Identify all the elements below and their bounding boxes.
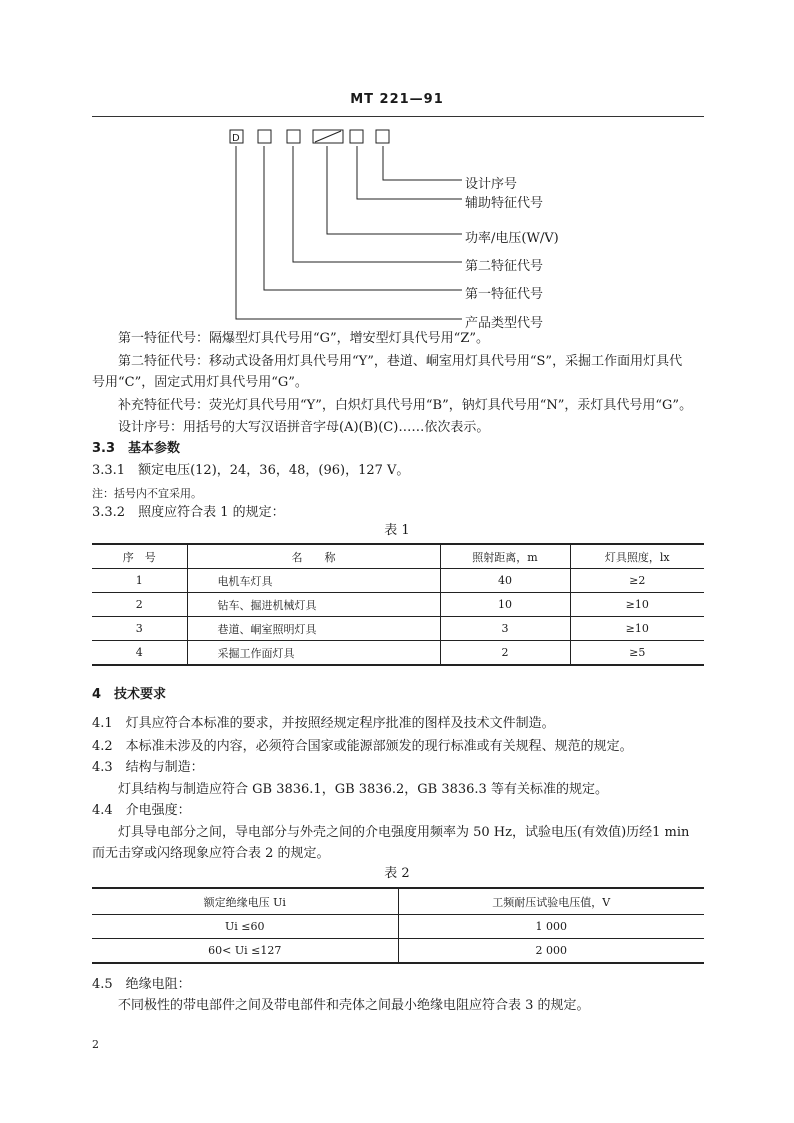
section-4-4-text-line2: 而无击穿或闪络现象应符合表 2 的规定。 bbox=[92, 846, 330, 861]
label-design-no: 设计序号 bbox=[465, 177, 518, 192]
section-4-1: 4.1 灯具应符合本标准的要求，并按照经规定程序批准的图样及技术文件制造。 bbox=[92, 716, 555, 731]
table-row bbox=[92, 939, 704, 964]
table1-caption: 表 1 bbox=[384, 523, 410, 538]
table1-cell-name: 采掘工作面灯具 bbox=[187, 641, 440, 666]
diagram-slash bbox=[315, 131, 341, 142]
diagram-box-5 bbox=[350, 130, 363, 143]
table1-header-name: 名 称 bbox=[187, 544, 440, 569]
table1-header-row bbox=[92, 544, 704, 569]
table1-cell-illuminance: ≥10 bbox=[570, 593, 704, 617]
table2-cell-test-voltage: 1 000 bbox=[398, 915, 704, 939]
section-3-3-1: 3.3.1 额定电压(12)，24，36，48，(96)，127 V。 bbox=[92, 463, 410, 478]
section-4-2: 4.2 本标准未涉及的内容，必须符合国家或能源部颁发的现行标准或有关规程、规范的规定。 bbox=[92, 739, 633, 754]
section-4-3: 4.3 结构与制造： bbox=[92, 760, 204, 775]
table2-cell-rated-voltage: 60< Ui ≤127 bbox=[208, 944, 282, 957]
label-aux-code: 辅助特征代号 bbox=[465, 196, 544, 211]
table2 bbox=[92, 887, 704, 964]
paragraph-supplementary-feature: 补充特征代号：荧光灯具代号用“Y”，白炽灯具代号用“B”，钠灯具代号用“N”，汞灯具代号用“G”。 bbox=[118, 398, 693, 413]
section-4-5: 4.5 绝缘电阻： bbox=[92, 977, 191, 992]
table1-cell-illuminance: ≥10 bbox=[570, 617, 704, 641]
section-3-3-2: 3.3.2 照度应符合表 1 的规定： bbox=[92, 505, 285, 520]
label-second-feature: 第二特征代号 bbox=[465, 259, 544, 274]
page-number: 2 bbox=[92, 1038, 99, 1051]
connector-first bbox=[264, 146, 462, 290]
table2-cell-test-voltage: 2 000 bbox=[398, 939, 704, 964]
diagram-box-label-d: D bbox=[232, 133, 240, 144]
table1-header-no: 序 号 bbox=[122, 550, 156, 564]
paragraph-design-no: 设计序号：用括号的大写汉语拼音字母(A)(B)(C)……依次表示。 bbox=[118, 420, 490, 435]
section-4-4-text-line1: 灯具导电部分之间，导电部分与外壳之间的介电强度用频率为 50 Hz，试验电压(有效值)历经1 min bbox=[118, 825, 690, 840]
table-row bbox=[92, 641, 704, 666]
note-brackets: 注：括号内不宜采用。 bbox=[92, 487, 202, 500]
table1-cell-no: 4 bbox=[135, 646, 143, 659]
paragraph-second-feature-line2: 号用“C”，固定式用灯具代号用“G”。 bbox=[92, 375, 308, 390]
table1-cell-name: 电机车灯具 bbox=[187, 569, 440, 593]
table1-cell-name: 钻车、掘进机械灯具 bbox=[187, 593, 440, 617]
label-product-type: 产品类型代号 bbox=[465, 316, 544, 331]
table2-header-test-voltage: 工频耐压试验电压值，V bbox=[398, 888, 704, 915]
table2-header-row bbox=[92, 888, 704, 915]
connector-second bbox=[293, 146, 462, 262]
label-first-feature: 第一特征代号 bbox=[465, 287, 544, 302]
table-row bbox=[92, 593, 704, 617]
paragraph-second-feature-line1: 第二特征代号：移动式设备用灯具代号用“Y”，巷道、峒室用灯具代号用“S”，采掘工作面用灯具代 bbox=[118, 354, 683, 369]
connector-aux-code bbox=[357, 146, 462, 199]
section-4-4: 4.4 介电强度： bbox=[92, 803, 191, 818]
diagram-box-3 bbox=[287, 130, 300, 143]
connector-design-no bbox=[383, 146, 462, 180]
table1-cell-distance: 10 bbox=[440, 593, 570, 617]
document-code: MT 221—91 bbox=[350, 92, 444, 107]
table-row bbox=[92, 915, 704, 939]
table1-cell-no: 1 bbox=[135, 574, 143, 587]
table1-cell-name: 巷道、峒室照明灯具 bbox=[187, 617, 440, 641]
connector-power bbox=[327, 146, 462, 234]
section-3-3-heading: 3.3 基本参数 bbox=[92, 441, 181, 456]
connector-type bbox=[236, 146, 462, 319]
section-4-heading: 4 技术要求 bbox=[92, 687, 167, 702]
paragraph-first-feature: 第一特征代号：隔爆型灯具代号用“G”，增安型灯具代号用“Z”。 bbox=[118, 331, 490, 346]
table1-cell-distance: 40 bbox=[440, 569, 570, 593]
table1-header-distance: 照射距离，m bbox=[440, 544, 570, 569]
table1-cell-illuminance: ≥5 bbox=[570, 641, 704, 666]
label-power-voltage: 功率/电压(W/V) bbox=[465, 231, 559, 246]
model-code-diagram bbox=[0, 0, 794, 340]
table1-header-illuminance: 灯具照度，lx bbox=[570, 544, 704, 569]
section-4-3-text: 灯具结构与制造应符合 GB 3836.1，GB 3836.2，GB 3836.3 等有关标准的规定。 bbox=[118, 782, 608, 797]
table1-cell-distance: 2 bbox=[440, 641, 570, 666]
table-row bbox=[92, 617, 704, 641]
table1-cell-no: 3 bbox=[135, 622, 143, 635]
diagram-box-2 bbox=[258, 130, 271, 143]
table1 bbox=[92, 543, 704, 666]
table2-cell-rated-voltage: Ui ≤60 bbox=[225, 920, 265, 933]
table1-cell-distance: 3 bbox=[440, 617, 570, 641]
table2-caption: 表 2 bbox=[384, 866, 410, 881]
section-4-5-text: 不同极性的带电部件之间及带电部件和壳体之间最小绝缘电阻应符合表 3 的规定。 bbox=[118, 998, 590, 1013]
diagram-box-6 bbox=[376, 130, 389, 143]
table-row bbox=[92, 569, 704, 593]
table1-cell-illuminance: ≥2 bbox=[570, 569, 704, 593]
table1-cell-no: 2 bbox=[135, 598, 143, 611]
table2-header-rated-voltage: 额定绝缘电压 Ui bbox=[203, 895, 286, 909]
